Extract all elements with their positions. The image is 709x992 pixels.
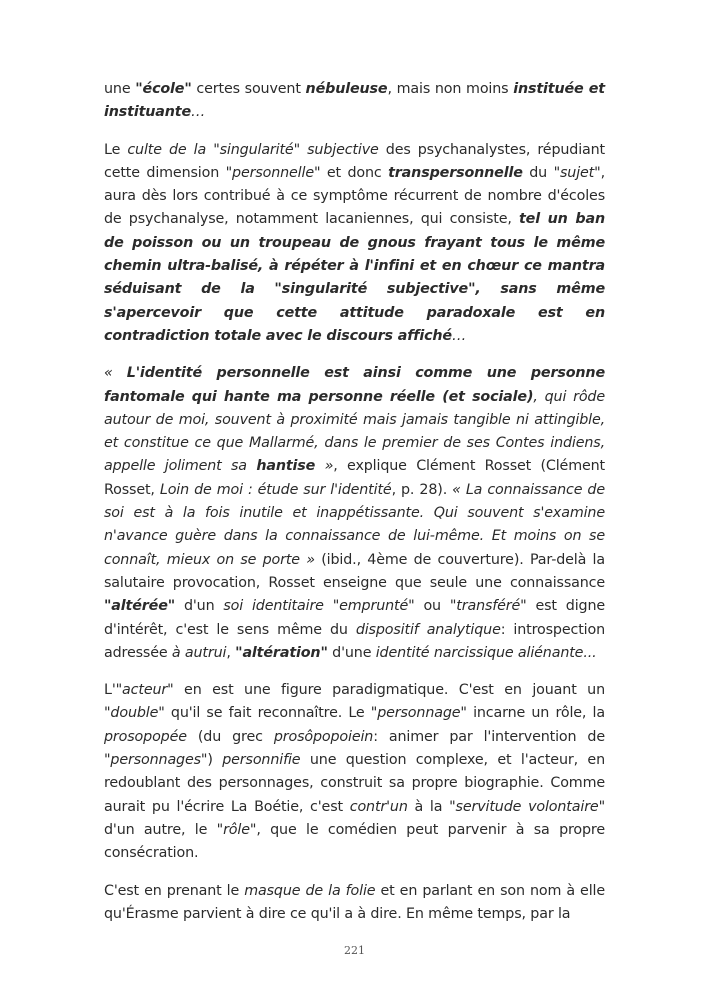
bold-italic-text: nébuleuse <box>305 81 388 97</box>
text-run: une <box>104 81 136 97</box>
italic-text: "double" <box>104 705 165 722</box>
italic-text: … <box>191 104 206 121</box>
text-run: : animer par l'intervention de <box>373 728 610 745</box>
paragraph <box>104 880 610 927</box>
italic-text: "servitude volontaire" <box>449 798 605 815</box>
bold-italic-text: "école" <box>135 81 192 97</box>
bold-italic-text: "altération" <box>235 644 328 661</box>
text-run: ) <box>207 752 223 769</box>
text-run: , aura dès lors contribué à ce symptôme récurrent de nombre d'écoles de psychanalyse, notamment lacaniennes, qui consiste, <box>104 164 610 228</box>
italic-text: dispositif analytique <box>355 621 501 638</box>
italic-text: soi identitaire "emprunté" <box>223 598 415 615</box>
italic-text: prosôpopoiein <box>273 728 374 745</box>
italic-text: "acteur" <box>115 682 174 699</box>
italic-text: "personnages" <box>104 752 208 769</box>
italic-text: "personnage" <box>370 705 467 722</box>
text-run: , mais non moins <box>387 81 514 97</box>
italic-text: , qui rôde autour de moi, souvent à proximité mais jamais tangible ni attingible, et constitue ce que Mallarmé, dans le premier de ses Contes indiens, appelle joliment sa <box>104 388 610 475</box>
text-run: , que le comédien peut parvenir à sa propre consécration. <box>104 821 610 862</box>
bold-italic-text: tel un ban de poisson ou un troupeau de gnous frayant tous le même chemin ultra-balisé, à répéter à l'infini et en chœur ce mantra séduisant de la "singularité subjective", sans même s'apercevoir que cette attitude paradoxale est en contradiction totale avec le discours affiché <box>104 211 610 344</box>
text-run: d'un <box>175 598 224 615</box>
text-run: une question complexe, et l'acteur, en redoublant des personnages, construit sa propre biographie. Comme aurait pu l'écrire La Boétie, c'est <box>104 752 610 815</box>
text-run: du <box>522 164 554 181</box>
text-run: qu'il se fait reconnaître. Le <box>164 705 371 722</box>
paragraph <box>104 679 610 865</box>
italic-text: … <box>451 327 467 344</box>
bold-italic-text: L'identité personnelle est ainsi comme une personne fantomale qui hante ma personne réelle (et sociale) <box>104 365 610 405</box>
text-run: (ibid., 4ème de couverture). Par-delà la salutaire provocation, Rosset enseigne que seule une connaissance <box>104 551 610 591</box>
italic-text: "personnelle" <box>225 164 321 181</box>
italic-text: culte de la "singularité" subjective <box>127 141 379 158</box>
italic-text: prosopopée <box>104 728 187 745</box>
italic-text: masque de la folie <box>244 882 376 899</box>
text-run: , p. 28). <box>391 481 453 498</box>
text-run: des psychanalystes, répudiant cette dimension <box>104 141 610 181</box>
italic-text: « La connaissance de soi est à la fois inutile et inappétissante. Qui souvent s'examine n'avance guère dans la connaissance de lui-même. Et moins on se connaît, mieux on se porte » <box>104 481 610 568</box>
bold-italic-text: hantise <box>256 458 316 475</box>
text-run: incarne un rôle, la <box>466 705 610 722</box>
text-run: et en parlant en son nom à elle qu'Érasme parvient à dire ce qu'il a à dire. En même temps, par la <box>104 882 610 922</box>
text-run: en est une figure paradigmatique. C'est en jouant un <box>173 682 610 699</box>
bold-italic-text: "altérée" <box>104 598 176 615</box>
paragraph <box>104 362 610 665</box>
text-run: L' <box>104 682 116 699</box>
italic-text: identité narcissique aliénante... <box>375 644 597 661</box>
text-run: et donc <box>320 164 389 181</box>
italic-text: à autrui <box>171 644 227 661</box>
text-run: (du grec <box>186 728 274 745</box>
bold-italic-text: instituée et instituante <box>104 81 610 121</box>
paragraph <box>104 139 610 349</box>
text-run: est digne d'intérêt, c'est le sens même du <box>104 598 610 638</box>
bold-italic-text: transpersonnelle <box>388 164 523 181</box>
text-run: Le <box>104 141 128 158</box>
text-run: C'est en prenant le <box>104 882 245 899</box>
text-run: : introspection adressée <box>104 621 610 661</box>
italic-text: "sujet" <box>553 164 601 181</box>
italic-text: "rôle" <box>216 821 257 838</box>
text-run: ou <box>414 598 450 615</box>
text-run: d'une <box>327 644 376 661</box>
page-number: 221 <box>344 944 365 957</box>
italic-text: « <box>104 365 127 382</box>
italic-text: personnifie <box>222 752 301 769</box>
text-run: , <box>226 644 236 661</box>
text-run: à la <box>407 798 450 815</box>
italic-text: Loin de moi : étude sur l'identité <box>159 481 392 498</box>
paragraph <box>104 78 610 125</box>
italic-text: "transféré" <box>449 598 527 615</box>
text-run: certes souvent <box>191 81 306 97</box>
body-text <box>104 78 610 926</box>
text-run: , explique Clément Rosset (Clément Rosset, <box>104 458 610 498</box>
italic-text: » <box>315 458 334 475</box>
text-run: d'un autre, le <box>104 798 610 838</box>
italic-text: contr'un <box>349 798 408 815</box>
